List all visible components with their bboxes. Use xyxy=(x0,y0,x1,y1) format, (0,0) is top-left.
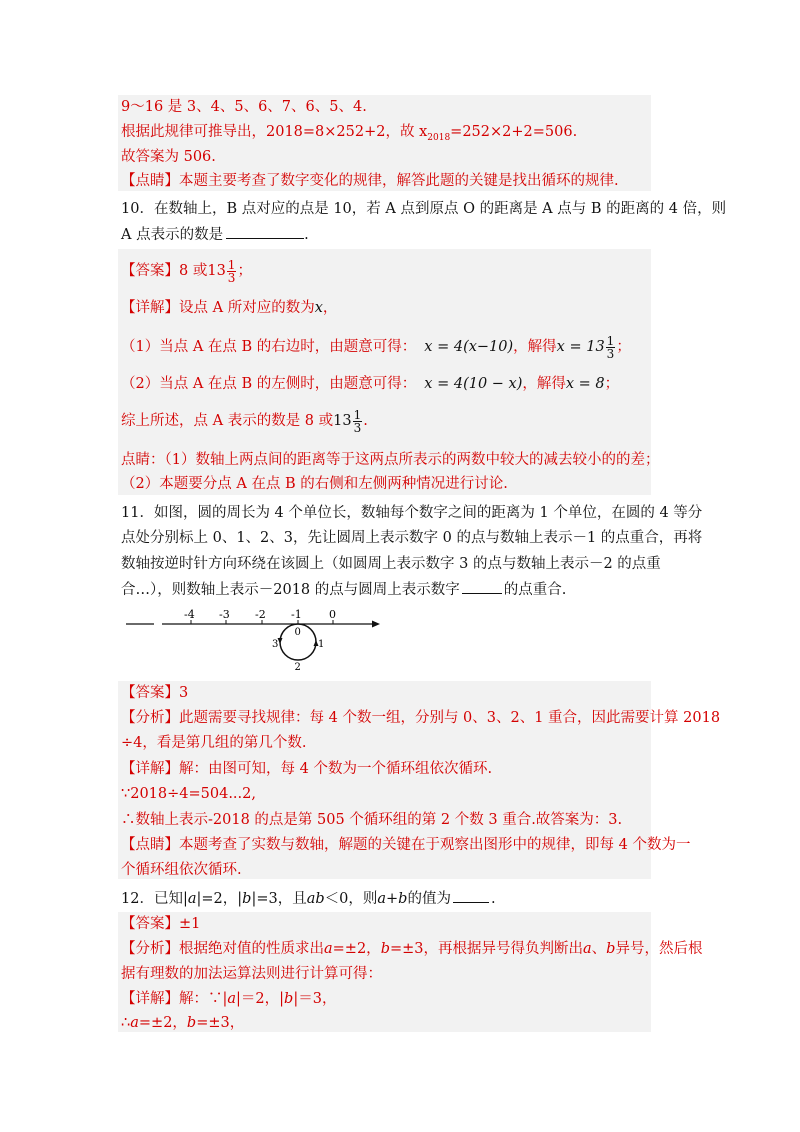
q10-case1-solve: ，解得 xyxy=(513,339,557,355)
q10-case2-text: （2）当点 A 在点 B 的左侧时，由题意可得： xyxy=(121,376,417,392)
q12-analysis-part: 异号，然后根 xyxy=(615,941,703,957)
q10-case1 xyxy=(121,334,631,360)
q10-stem-text: A 点表示的数是 xyxy=(121,227,224,243)
q10-answer-blank xyxy=(226,224,304,239)
q12-analysis-part: =±3，再根据异号得负判断出 xyxy=(389,941,584,957)
q12-analysis-line2: 据有理数的加法运算法则进行计算可得： xyxy=(121,966,382,982)
q9-subscript: 2018 xyxy=(427,132,451,143)
q10-case1-fraction xyxy=(606,335,616,360)
q12-stem-end: . xyxy=(490,891,496,907)
q10-case2 xyxy=(121,374,619,394)
axis-arrow-icon xyxy=(372,621,380,628)
q10-stem-line1: 10．在数轴上，B 点对应的点是 10，若 A 点到原点 O 的距离是 A 点与 B 的距离的 4 倍，则 xyxy=(121,201,727,217)
fraction-numerator: 1 xyxy=(353,407,362,422)
q12-stem-part: 的值为 xyxy=(407,891,451,907)
q11-detail: 【详解】解：由图可知，每 4 个数为一个循环组依次循环. xyxy=(121,761,493,777)
q12-var: a xyxy=(130,1015,139,1031)
q12-answer: 【答案】±1 xyxy=(121,916,201,932)
q10-tip-line2: （2）本题要分点 A 在点 B 的右侧和左侧两种情况进行讨论. xyxy=(121,476,508,492)
q9-derivation-text: 根据此规律可推导出，2018=8×252+2，故 x xyxy=(121,124,428,140)
q10-detail-end: ， xyxy=(322,300,338,316)
q12-conclusion-part: =±3， xyxy=(196,1015,245,1031)
q10-case1-end: ； xyxy=(616,339,631,355)
q11-because: ∵2018÷4=504...2, xyxy=(121,786,256,802)
q11-stem-end: 的点重合. xyxy=(503,582,567,598)
q9-answer: 故答案为 506. xyxy=(121,149,216,165)
axis-label: -3 xyxy=(219,608,230,621)
q9-derivation-result: =252×2+2=506. xyxy=(450,124,578,140)
circle-label-bottom: 2 xyxy=(294,662,301,673)
q10-detail-var: x xyxy=(314,300,323,316)
q12-conclusion xyxy=(121,1013,244,1033)
q10-detail xyxy=(121,298,337,318)
circle-label-top: 0 xyxy=(294,627,301,638)
q10-answer-whole: 13 xyxy=(207,263,226,279)
axis-label: -2 xyxy=(255,608,266,621)
q12-detail-part: 【详解】解：∵| xyxy=(121,991,228,1007)
circle-label-left: 3 xyxy=(272,639,279,650)
axis-label: 0 xyxy=(329,608,336,621)
q12-var: b xyxy=(284,991,294,1007)
q11-stem-line1: 11．如图，圆的周长为 4 个单位长，数轴每个数字之间的距离为 1 个单位，在圆的 4 等分 xyxy=(121,505,703,521)
axis-label: -1 xyxy=(291,608,302,621)
q12-stem-part: |=2，| xyxy=(196,891,243,907)
q12-stem-part: 12．已知| xyxy=(121,891,188,907)
q10-detail-text: 【详解】设点 A 所对应的数为 xyxy=(121,300,315,316)
q12-answer-blank xyxy=(453,888,489,903)
q10-stem-line2 xyxy=(121,224,309,245)
q10-summary-end: . xyxy=(363,413,368,429)
q12-analysis-part: 【分析】根据绝对值的性质求出 xyxy=(121,941,324,957)
q9-tip: 【点睛】本题主要考查了数字变化的规律，解答此题的关键是找出循环的规律. xyxy=(121,173,619,189)
axis-label: -4 xyxy=(184,608,195,621)
q10-summary-text: 综上所述，点 A 表示的数是 8 或 xyxy=(121,413,334,429)
q11-analysis-line1: 【分析】此题需要寻找规律：每 4 个数一组，分别与 0、3、2、1 重合，因此需要计算 2018 xyxy=(121,710,721,726)
q10-case2-solve: ，解得 xyxy=(522,376,566,392)
q11-answer-blank xyxy=(462,579,502,594)
q11-stem-line3: 数轴按逆时针方向环绕在该圆上（如圆周上表示数字 3 的点与数轴上表示－2 的点重 xyxy=(121,556,661,572)
q10-case2-x: x = 8 xyxy=(565,376,605,392)
q9-pattern: 9～16 是 3、4、5、6、7、6、5、4. xyxy=(121,99,367,115)
q12-detail-part: |＝2，| xyxy=(236,991,285,1007)
q12-var: a xyxy=(324,941,333,957)
q10-answer-prefix: 【答案】8 或 xyxy=(121,263,208,279)
q12-var: a xyxy=(583,941,592,957)
q10-case1-x: x = 13 xyxy=(556,339,605,355)
q12-var-ab: ab xyxy=(306,891,325,907)
q10-case2-equation: x = 4(10 − x) xyxy=(424,376,523,392)
q11-therefore: ∴数轴上表示-2018 的点是第 505 个循环组的第 2 个数 3 重合.故答案为：3. xyxy=(121,812,623,828)
q12-stem-part: ＜0，则 xyxy=(324,891,378,907)
q10-case2-end: ； xyxy=(604,376,620,392)
q10-answer xyxy=(121,258,252,284)
q10-stem-end: . xyxy=(304,227,309,243)
q10-answer-fraction xyxy=(227,259,237,284)
q10-case1-text: （1）当点 A 在点 B 的右边时，由题意可得： xyxy=(121,339,417,355)
q12-var: b xyxy=(380,941,390,957)
q10-answer-suffix: ； xyxy=(237,263,252,279)
q12-detail xyxy=(121,989,336,1009)
q12-analysis-part: 、 xyxy=(591,941,607,957)
q11-tip-line2: 个循环组依次循环. xyxy=(121,862,242,878)
q12-conclusion-part: ∴ xyxy=(121,1015,131,1031)
q12-stem-part: |=3，且 xyxy=(251,891,307,907)
number-line-circle-figure xyxy=(118,604,388,676)
fraction-denominator: 3 xyxy=(606,346,615,361)
q12-var: b xyxy=(186,1015,197,1031)
q10-summary xyxy=(121,408,368,434)
q11-stem-line2: 点处分别标上 0、1、2、3，先让圆周上表示数字 0 的点与数轴上表示－1 的点重合，再将 xyxy=(121,530,703,546)
fraction-denominator: 3 xyxy=(353,420,362,435)
q12-var-b: b xyxy=(242,891,252,907)
q11-analysis-line2: ÷4，看是第几组的第几个数. xyxy=(121,735,307,751)
q12-stem xyxy=(121,888,496,909)
q12-analysis-line1 xyxy=(121,939,702,959)
fraction-numerator: 1 xyxy=(606,333,615,348)
q12-var: a xyxy=(227,991,237,1007)
q12-analysis-part: =±2， xyxy=(332,941,381,957)
q11-stem-line4 xyxy=(121,579,566,600)
fraction-numerator: 1 xyxy=(227,257,236,272)
q10-case1-equation: x = 4(x−10) xyxy=(424,339,514,355)
q11-stem-text: 合…），则数轴上表示－2018 的点与圆周上表示数字 xyxy=(121,582,460,598)
q11-tip-line1: 【点睛】本题考查了实数与数轴，解题的关键在于观察出图形中的规律，即每 4 个数为一 xyxy=(121,837,691,853)
q11-answer: 【答案】3 xyxy=(121,685,189,701)
q9-derivation xyxy=(121,122,577,148)
q10-tip-line1: 点睛：（1）数轴上两点间的距离等于这两点所表示的两数中较大的减去较小的的差； xyxy=(121,452,660,468)
q12-var: b xyxy=(606,941,616,957)
q10-summary-whole: 13 xyxy=(333,413,352,429)
fraction-denominator: 3 xyxy=(227,270,236,285)
q12-conclusion-part: =±2， xyxy=(138,1015,187,1031)
circle-label-right: 1 xyxy=(318,639,325,650)
q12-var-a: a xyxy=(187,891,197,907)
q12-var-a-plus-b: a+b xyxy=(377,891,408,907)
q10-summary-fraction xyxy=(353,409,363,434)
q12-detail-part: |＝3， xyxy=(293,991,337,1007)
